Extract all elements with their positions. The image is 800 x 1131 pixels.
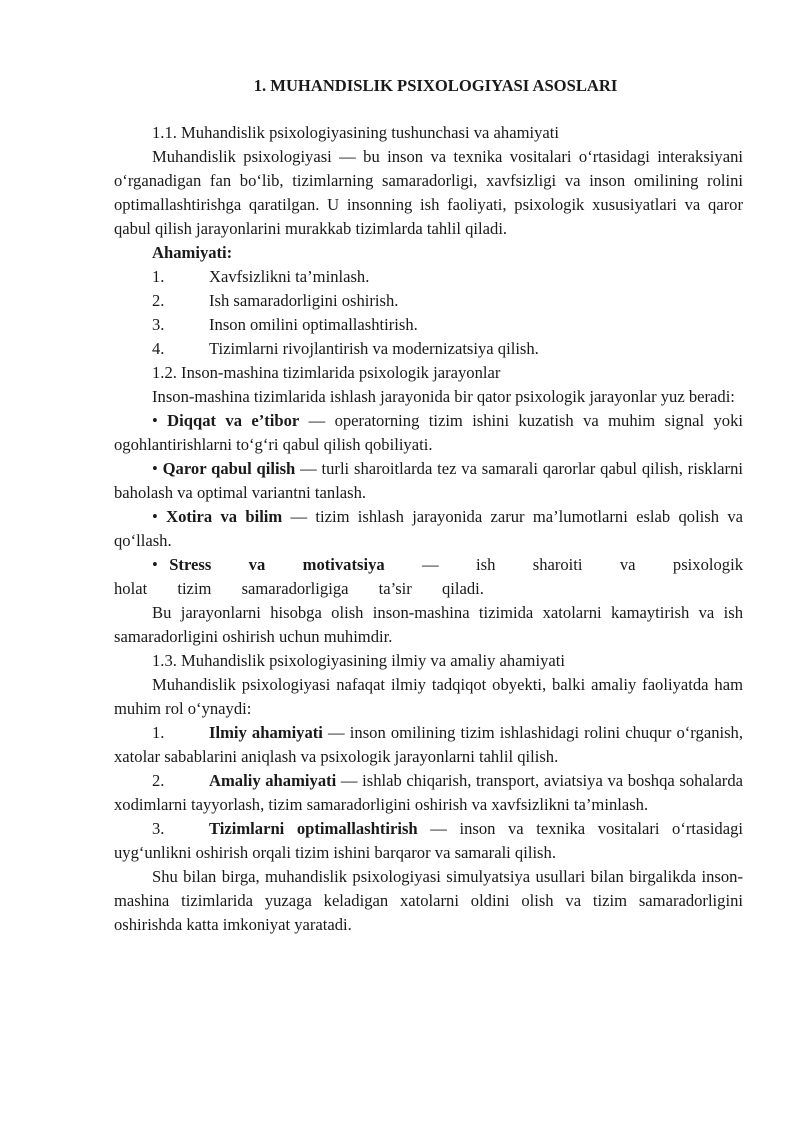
bullet-icon: • — [152, 507, 158, 526]
page-title: 1. MUHANDISLIK PSIXOLOGIYASI ASOSLARI — [253, 76, 618, 95]
numbered-item: 3. Tizimlarni optimallashtirish — inson va texnika vositalari o‘rtasidagi uyg‘unlikni oshirish orqali tizim ishini barqaror va samarali qilish. — [114, 819, 744, 862]
paragraph-closing: Shu bilan birga, muhandislik psixologiyasi simulyatsiya usullari bilan birgalikda inson-mashina tizimlarida yuzaga keladigan xatolarni oldini olish va tizim samaradorligini oshirishda katta imkoniyat yaratadi. — [114, 867, 743, 934]
bullet-icon: • — [152, 459, 158, 478]
section-heading-1-3: 1.3. Muhandislik psixologiyasining ilmiy va amaliy ahamiyati — [152, 651, 565, 670]
list-item: 4. Tizimlarni rivojlantirish va modernizatsiya qilish. — [152, 339, 539, 358]
bullet-icon: • — [152, 555, 158, 574]
ahamiyati-label: Ahamiyati: — [152, 243, 233, 262]
bullet-item: • Xotira va bilim — tizim ishlash jarayonida zarur ma’lumotlarni eslab qolish va qo‘llash. — [114, 507, 743, 550]
paragraph-intro-1-3: Muhandislik psixologiyasi nafaqat ilmiy tadqiqot obyekti, balki amaliy faoliyatda ham muhim rol o‘ynaydi: — [114, 675, 743, 718]
bullet-item: • Diqqat va e’tibor — operatorning tizim ishini kuzatish va muhim signal yoki ogohlantirishlarni to‘g‘ri qabul qilish qobiliyati. — [114, 411, 743, 454]
bullet-item: • Stress va motivatsiya — ish sharoiti va psixologik holat tizim samaradorligiga ta’sir qiladi. — [114, 555, 743, 598]
paragraph-intro-1-2: Inson-mashina tizimlarida ishlash jarayonida bir qator psixologik jarayonlar yuz beradi: — [152, 387, 735, 406]
bullet-icon: • — [152, 411, 158, 430]
list-item: 3. Inson omilini optimallashtirish. — [152, 315, 418, 334]
section-heading-1-2: 1.2. Inson-mashina tizimlarida psixologik jarayonlar — [152, 363, 501, 382]
list-item: 1. Xavfsizlikni ta’minlash. — [152, 267, 370, 286]
bullet-item: • Qaror qabul qilish — turli sharoitlarda tez va samarali qarorlar qabul qilish, risklarni baholash va optimal variantni tanlash. — [114, 459, 743, 502]
section-heading-1-1: 1.1. Muhandislik psixologiyasining tushunchasi va ahamiyati — [152, 123, 559, 142]
paragraph-outro-1-2: Bu jarayonlarni hisobga olish inson-mashina tizimida xatolarni kamaytirish va ish samaradorligini oshirish uchun muhimdir. — [114, 603, 743, 646]
numbered-item: 1. Ilmiy ahamiyati — inson omilining tizim ishlashidagi rolini chuqur o‘rganish, xatolar sabablarini aniqlash va psixologik jarayonlarni tahlil qilish. — [114, 723, 743, 766]
list-item: 2. Ish samaradorligini oshirish. — [152, 291, 399, 310]
paragraph-definition: Muhandislik psixologiyasi — bu inson va texnika vositalari o‘rtasidagi interaksiyani o‘rganadigan fan bo‘lib, tizimlarning samaradorligi, xavfsizligi va inson omilining rolini optimallashtirishga qaratilgan. U insonning ish faoliyati, psixologik xususiyatlari va qaror qabul qilish jarayonlarini murakkab tizimlarda tahlil qiladi. — [114, 147, 743, 238]
numbered-item: 2. Amaliy ahamiyati — ishlab chiqarish, transport, aviatsiya va boshqa sohalarda xodimlarni tayyorlash, tizim samaradorligini oshirish va xavfsizlikni ta’minlash. — [114, 771, 743, 814]
